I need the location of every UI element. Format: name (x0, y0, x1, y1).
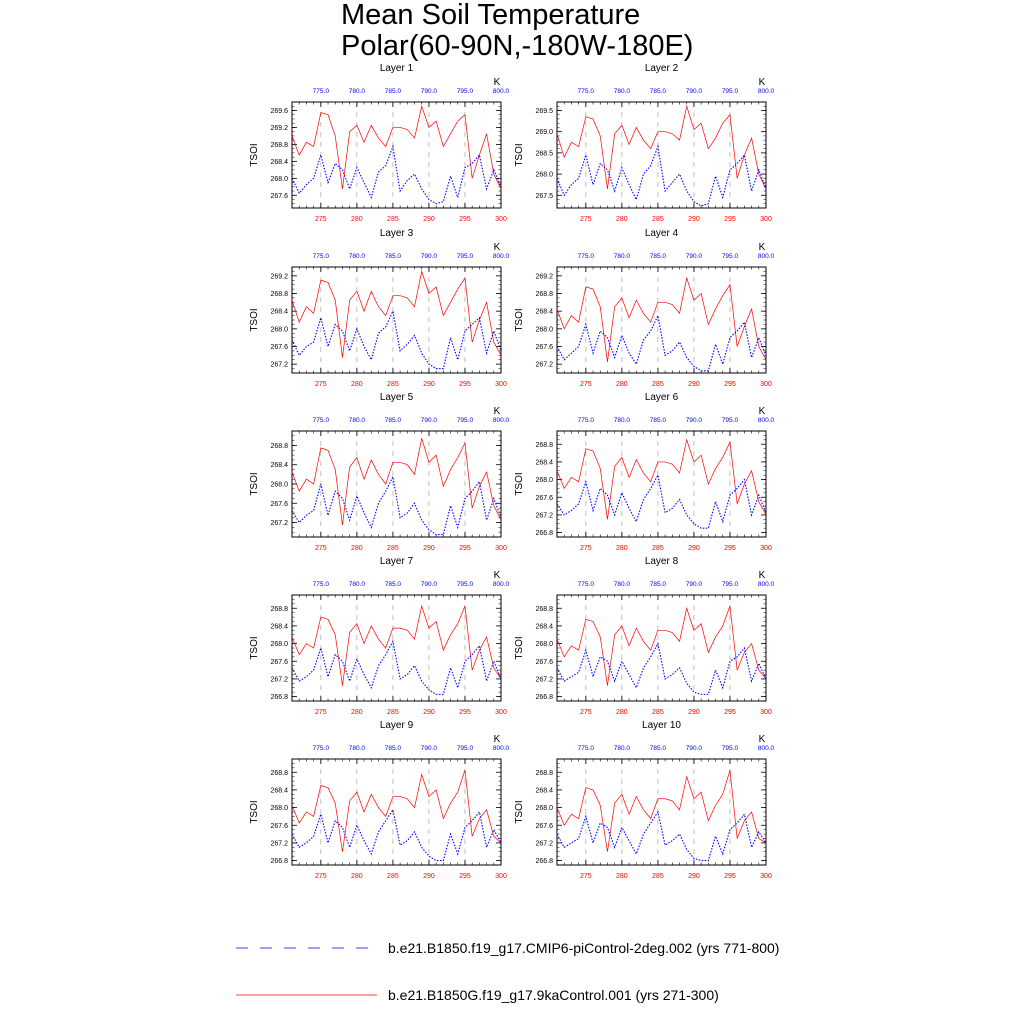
y-tick-label: 268.4 (270, 462, 288, 470)
x-tick-label: 295 (459, 216, 471, 223)
x-tick-label: 290 (688, 381, 700, 388)
x-tick-label: 300 (760, 545, 772, 552)
x-tick-label: 280 (616, 873, 628, 880)
panel-layer-5 (249, 392, 510, 552)
y-tick-label: 267.6 (270, 822, 288, 830)
series-line-blue (557, 812, 766, 861)
x-top-tick-label: 790.0 (685, 88, 703, 95)
y-tick-label: 266.8 (270, 858, 288, 866)
y-tick-label: 269.5 (535, 107, 553, 115)
x-top-tick-label: 795.0 (721, 745, 739, 752)
x-tick-label: 285 (387, 545, 399, 552)
y-tick-label: 267.6 (535, 494, 553, 502)
x-tick-label: 275 (314, 873, 327, 880)
x-top-tick-label: 780.0 (613, 88, 631, 95)
x-top-tick-label: 785.0 (384, 88, 402, 95)
x-tick-label: 295 (459, 381, 471, 388)
legend-label-blue: b.e21.B1850.f19_g17.CMIP6-piControl-2deg.002 (yrs 771-800) (388, 940, 780, 956)
x-top-tick-label: 790.0 (420, 417, 438, 424)
x-top-tick-label: 780.0 (613, 581, 631, 588)
x-top-tick-label: 800.0 (492, 581, 510, 588)
series-line-blue (292, 810, 501, 861)
x-tick-label: 295 (459, 545, 471, 552)
y-tick-label: 267.6 (535, 344, 553, 351)
y-tick-label: 267.6 (270, 192, 288, 200)
x-top-tick-label: 780.0 (348, 88, 366, 95)
x-top-tick-label: 780.0 (613, 253, 631, 260)
y-tick-label: 267.2 (270, 520, 288, 528)
y-tick-label: 267.2 (535, 361, 553, 369)
y-tick-label: 268.0 (535, 326, 553, 334)
x-tick-label: 285 (652, 216, 664, 223)
x-top-tick-label: 780.0 (348, 253, 366, 260)
x-top-tick-label: 800.0 (757, 581, 775, 588)
x-top-tick-label: 790.0 (420, 581, 438, 588)
x-tick-label: 290 (688, 216, 700, 223)
x-top-tick-label: 800.0 (492, 417, 510, 424)
x-tick-label: 295 (724, 381, 736, 388)
y-tick-label: 268.0 (535, 171, 553, 179)
y-tick-label: 269.2 (535, 273, 553, 281)
series-line-red (557, 278, 766, 362)
x-top-tick-label: 800.0 (757, 88, 775, 95)
panel-layer-8 (514, 556, 775, 716)
x-tick-label: 300 (760, 873, 772, 880)
x-top-tick-label: 790.0 (420, 745, 438, 752)
y-tick-label: 267.6 (270, 500, 288, 508)
y-tick-label: 269.6 (270, 107, 288, 115)
y-tick-label: 268.8 (535, 769, 553, 777)
x-top-tick-label: 800.0 (757, 417, 775, 424)
x-tick-label: 300 (760, 381, 772, 388)
y-tick-label: 266.8 (270, 694, 288, 702)
y-tick-label: 268.0 (270, 641, 288, 649)
x-tick-label: 300 (760, 709, 772, 716)
x-top-tick-label: 795.0 (721, 581, 739, 588)
x-top-tick-label: 790.0 (685, 417, 703, 424)
panel-title: Layer 8 (644, 556, 679, 567)
y-tick-label: 267.5 (535, 192, 553, 200)
y-tick-label: 268.4 (535, 787, 553, 795)
x-top-tick-label: 790.0 (420, 88, 438, 95)
y-tick-label: 269.2 (270, 273, 288, 281)
y-axis-label: TSOI (249, 636, 260, 660)
x-tick-label: 275 (579, 381, 592, 388)
x-top-tick-label: 790.0 (420, 253, 438, 260)
x-top-tick-label: 800.0 (492, 88, 510, 95)
y-tick-label: 267.6 (270, 344, 288, 351)
y-tick-label: 268.8 (270, 141, 288, 149)
x-top-tick-label: 785.0 (649, 581, 667, 588)
x-tick-label: 285 (652, 709, 664, 716)
x-top-tick-label: 790.0 (685, 745, 703, 752)
y-tick-label: 268.8 (270, 291, 288, 298)
y-tick-label: 267.6 (535, 658, 553, 666)
panel-layer-4 (514, 228, 775, 388)
x-top-tick-label: 785.0 (649, 417, 667, 424)
x-tick-label: 295 (724, 545, 736, 552)
y-axis-label: TSOI (249, 472, 260, 496)
x-tick-label: 285 (652, 381, 664, 388)
x-tick-label: 280 (351, 873, 363, 880)
x-top-tick-label: 780.0 (613, 745, 631, 752)
x-top-tick-label: 785.0 (384, 253, 402, 260)
x-top-tick-label: 795.0 (721, 253, 739, 260)
panel-layer-1 (249, 63, 510, 223)
x-top-tick-label: 785.0 (384, 745, 402, 752)
y-tick-label: 268.8 (535, 441, 553, 449)
x-tick-label: 275 (579, 216, 592, 223)
y-tick-label: 268.0 (270, 326, 288, 334)
x-tick-label: 300 (495, 381, 507, 388)
title-line-1: Mean Soil Temperature (341, 0, 641, 31)
series-line-red (292, 438, 501, 525)
y-tick-label: 268.8 (270, 769, 288, 777)
panel-layer-10 (514, 720, 775, 880)
x-top-tick-label: 785.0 (649, 88, 667, 95)
panel-title: Layer 10 (642, 720, 681, 731)
y-axis-label: TSOI (249, 143, 260, 167)
x-top-tick-label: 795.0 (721, 88, 739, 95)
x-top-tick-label: 780.0 (348, 581, 366, 588)
y-tick-label: 266.8 (535, 858, 553, 866)
x-tick-label: 275 (579, 545, 592, 552)
x-tick-label: 280 (616, 545, 628, 552)
x-tick-label: 290 (423, 709, 435, 716)
y-tick-label: 268.0 (270, 805, 288, 813)
y-tick-label: 267.2 (270, 676, 288, 684)
x-tick-label: 285 (387, 709, 399, 716)
y-axis-label: TSOI (249, 308, 260, 332)
x-tick-label: 285 (652, 545, 664, 552)
x-tick-label: 300 (760, 216, 772, 223)
x-tick-label: 295 (459, 709, 471, 716)
x-tick-label: 290 (423, 381, 435, 388)
title-line-2: Polar(60-90N,-180W-180E) (341, 30, 694, 62)
panel-title: Layer 7 (379, 556, 414, 567)
x-top-tick-label: 800.0 (492, 253, 510, 260)
x-tick-label: 300 (495, 545, 507, 552)
y-tick-label: 268.4 (270, 158, 288, 166)
units-label: K (758, 77, 766, 88)
panel-layer-9 (249, 720, 510, 880)
y-tick-label: 268.4 (270, 623, 288, 631)
y-tick-label: 269.2 (270, 124, 288, 132)
units-label: K (493, 406, 501, 417)
x-top-tick-label: 780.0 (348, 417, 366, 424)
x-tick-label: 285 (652, 873, 664, 880)
x-tick-label: 280 (616, 381, 628, 388)
y-tick-label: 266.8 (535, 530, 553, 538)
y-tick-label: 268.0 (270, 175, 288, 183)
panel-title: Layer 5 (379, 392, 414, 403)
x-tick-label: 295 (459, 873, 471, 880)
x-tick-label: 280 (351, 216, 363, 223)
x-top-tick-label: 795.0 (456, 581, 474, 588)
plot-frame (557, 267, 766, 373)
x-tick-label: 275 (579, 709, 592, 716)
units-label: K (758, 406, 766, 417)
x-top-tick-label: 775.0 (577, 417, 594, 424)
panel-title: Layer 3 (379, 228, 414, 239)
x-tick-label: 290 (688, 709, 700, 716)
x-tick-label: 275 (314, 709, 327, 716)
y-tick-label: 268.8 (535, 605, 553, 613)
x-top-tick-label: 790.0 (685, 253, 703, 260)
series-line-red (557, 770, 766, 852)
y-axis-label: TSOI (249, 800, 260, 824)
x-top-tick-label: 785.0 (649, 745, 667, 752)
x-tick-label: 300 (495, 709, 507, 716)
x-tick-label: 290 (688, 873, 700, 880)
x-top-tick-label: 800.0 (492, 745, 510, 752)
x-top-tick-label: 795.0 (721, 417, 739, 424)
y-axis-label: TSOI (514, 472, 525, 496)
x-tick-label: 285 (387, 873, 399, 880)
y-tick-label: 268.0 (270, 481, 288, 489)
units-label: K (493, 734, 501, 745)
y-tick-label: 268.8 (270, 442, 288, 450)
series-line-red (292, 606, 501, 686)
panel-title: Layer 9 (379, 720, 414, 731)
x-tick-label: 275 (314, 381, 327, 388)
x-top-tick-label: 775.0 (577, 88, 594, 95)
x-top-tick-label: 775.0 (312, 417, 329, 424)
y-tick-label: 267.6 (535, 822, 553, 830)
y-tick-label: 269.0 (535, 129, 553, 137)
x-top-tick-label: 780.0 (348, 745, 366, 752)
series-line-red (557, 440, 766, 520)
y-tick-label: 268.0 (535, 641, 553, 649)
x-tick-label: 280 (616, 216, 628, 223)
x-top-tick-label: 775.0 (312, 745, 329, 752)
x-tick-label: 290 (688, 545, 700, 552)
series-line-red (557, 106, 766, 189)
series-line-red (557, 606, 766, 686)
x-top-tick-label: 785.0 (649, 253, 667, 260)
x-tick-label: 290 (423, 873, 435, 880)
panel-title: Layer 2 (644, 63, 679, 74)
x-top-tick-label: 795.0 (456, 417, 474, 424)
x-tick-label: 280 (616, 709, 628, 716)
y-tick-label: 268.4 (270, 308, 288, 316)
x-tick-label: 280 (351, 709, 363, 716)
y-tick-label: 266.8 (535, 694, 553, 702)
series-line-blue (557, 644, 766, 695)
x-top-tick-label: 795.0 (456, 745, 474, 752)
units-label: K (758, 734, 766, 745)
x-tick-label: 295 (724, 216, 736, 223)
series-line-red (292, 770, 501, 852)
x-top-tick-label: 800.0 (757, 253, 775, 260)
panel-title: Layer 6 (644, 392, 679, 403)
y-tick-label: 268.8 (535, 291, 553, 298)
x-tick-label: 300 (495, 873, 507, 880)
units-label: K (758, 242, 766, 253)
x-tick-label: 275 (579, 873, 592, 880)
panel-title: Layer 4 (644, 228, 679, 239)
series-line-red (292, 106, 501, 189)
panel-layer-6 (514, 392, 775, 552)
y-tick-label: 267.2 (535, 512, 553, 520)
y-tick-label: 268.4 (535, 623, 553, 631)
x-top-tick-label: 800.0 (757, 745, 775, 752)
x-top-tick-label: 775.0 (312, 581, 329, 588)
y-tick-label: 267.2 (270, 840, 288, 848)
y-tick-label: 267.6 (270, 658, 288, 666)
x-tick-label: 280 (351, 381, 363, 388)
x-tick-label: 290 (423, 545, 435, 552)
y-tick-label: 268.0 (535, 805, 553, 813)
x-top-tick-label: 775.0 (312, 253, 329, 260)
y-tick-label: 268.0 (535, 477, 553, 485)
units-label: K (493, 77, 501, 88)
x-tick-label: 285 (387, 216, 399, 223)
x-tick-label: 275 (314, 545, 327, 552)
y-tick-label: 267.2 (535, 840, 553, 848)
x-top-tick-label: 795.0 (456, 88, 474, 95)
x-top-tick-label: 775.0 (577, 253, 594, 260)
x-top-tick-label: 795.0 (456, 253, 474, 260)
x-tick-label: 295 (724, 709, 736, 716)
series-line-red (292, 271, 501, 357)
x-top-tick-label: 785.0 (384, 417, 402, 424)
panel-layer-3 (249, 228, 510, 388)
x-top-tick-label: 775.0 (577, 581, 594, 588)
units-label: K (493, 242, 501, 253)
y-tick-label: 268.4 (270, 787, 288, 795)
legend-label-red: b.e21.B1850G.f19_g17.9kaControl.001 (yrs 271-300) (388, 987, 719, 1003)
y-tick-label: 268.5 (535, 150, 553, 158)
x-tick-label: 275 (314, 216, 327, 223)
x-tick-label: 295 (724, 873, 736, 880)
x-tick-label: 300 (495, 216, 507, 223)
x-top-tick-label: 780.0 (613, 417, 631, 424)
panel-layer-7 (249, 556, 510, 716)
x-tick-label: 280 (351, 545, 363, 552)
y-axis-label: TSOI (514, 800, 525, 824)
panel-layer-2 (514, 63, 775, 223)
x-tick-label: 290 (423, 216, 435, 223)
y-tick-label: 268.4 (535, 308, 553, 316)
x-top-tick-label: 775.0 (577, 745, 594, 752)
y-axis-label: TSOI (514, 636, 525, 660)
x-tick-label: 285 (387, 381, 399, 388)
y-axis-label: TSOI (514, 143, 525, 167)
y-tick-label: 268.8 (270, 605, 288, 613)
x-top-tick-label: 790.0 (685, 581, 703, 588)
x-top-tick-label: 775.0 (312, 88, 329, 95)
x-top-tick-label: 785.0 (384, 581, 402, 588)
panel-title: Layer 1 (379, 63, 414, 74)
y-tick-label: 267.2 (270, 361, 288, 369)
y-tick-label: 268.4 (535, 459, 553, 467)
y-axis-label: TSOI (514, 308, 525, 332)
y-tick-label: 267.2 (535, 676, 553, 684)
units-label: K (493, 570, 501, 581)
units-label: K (758, 570, 766, 581)
